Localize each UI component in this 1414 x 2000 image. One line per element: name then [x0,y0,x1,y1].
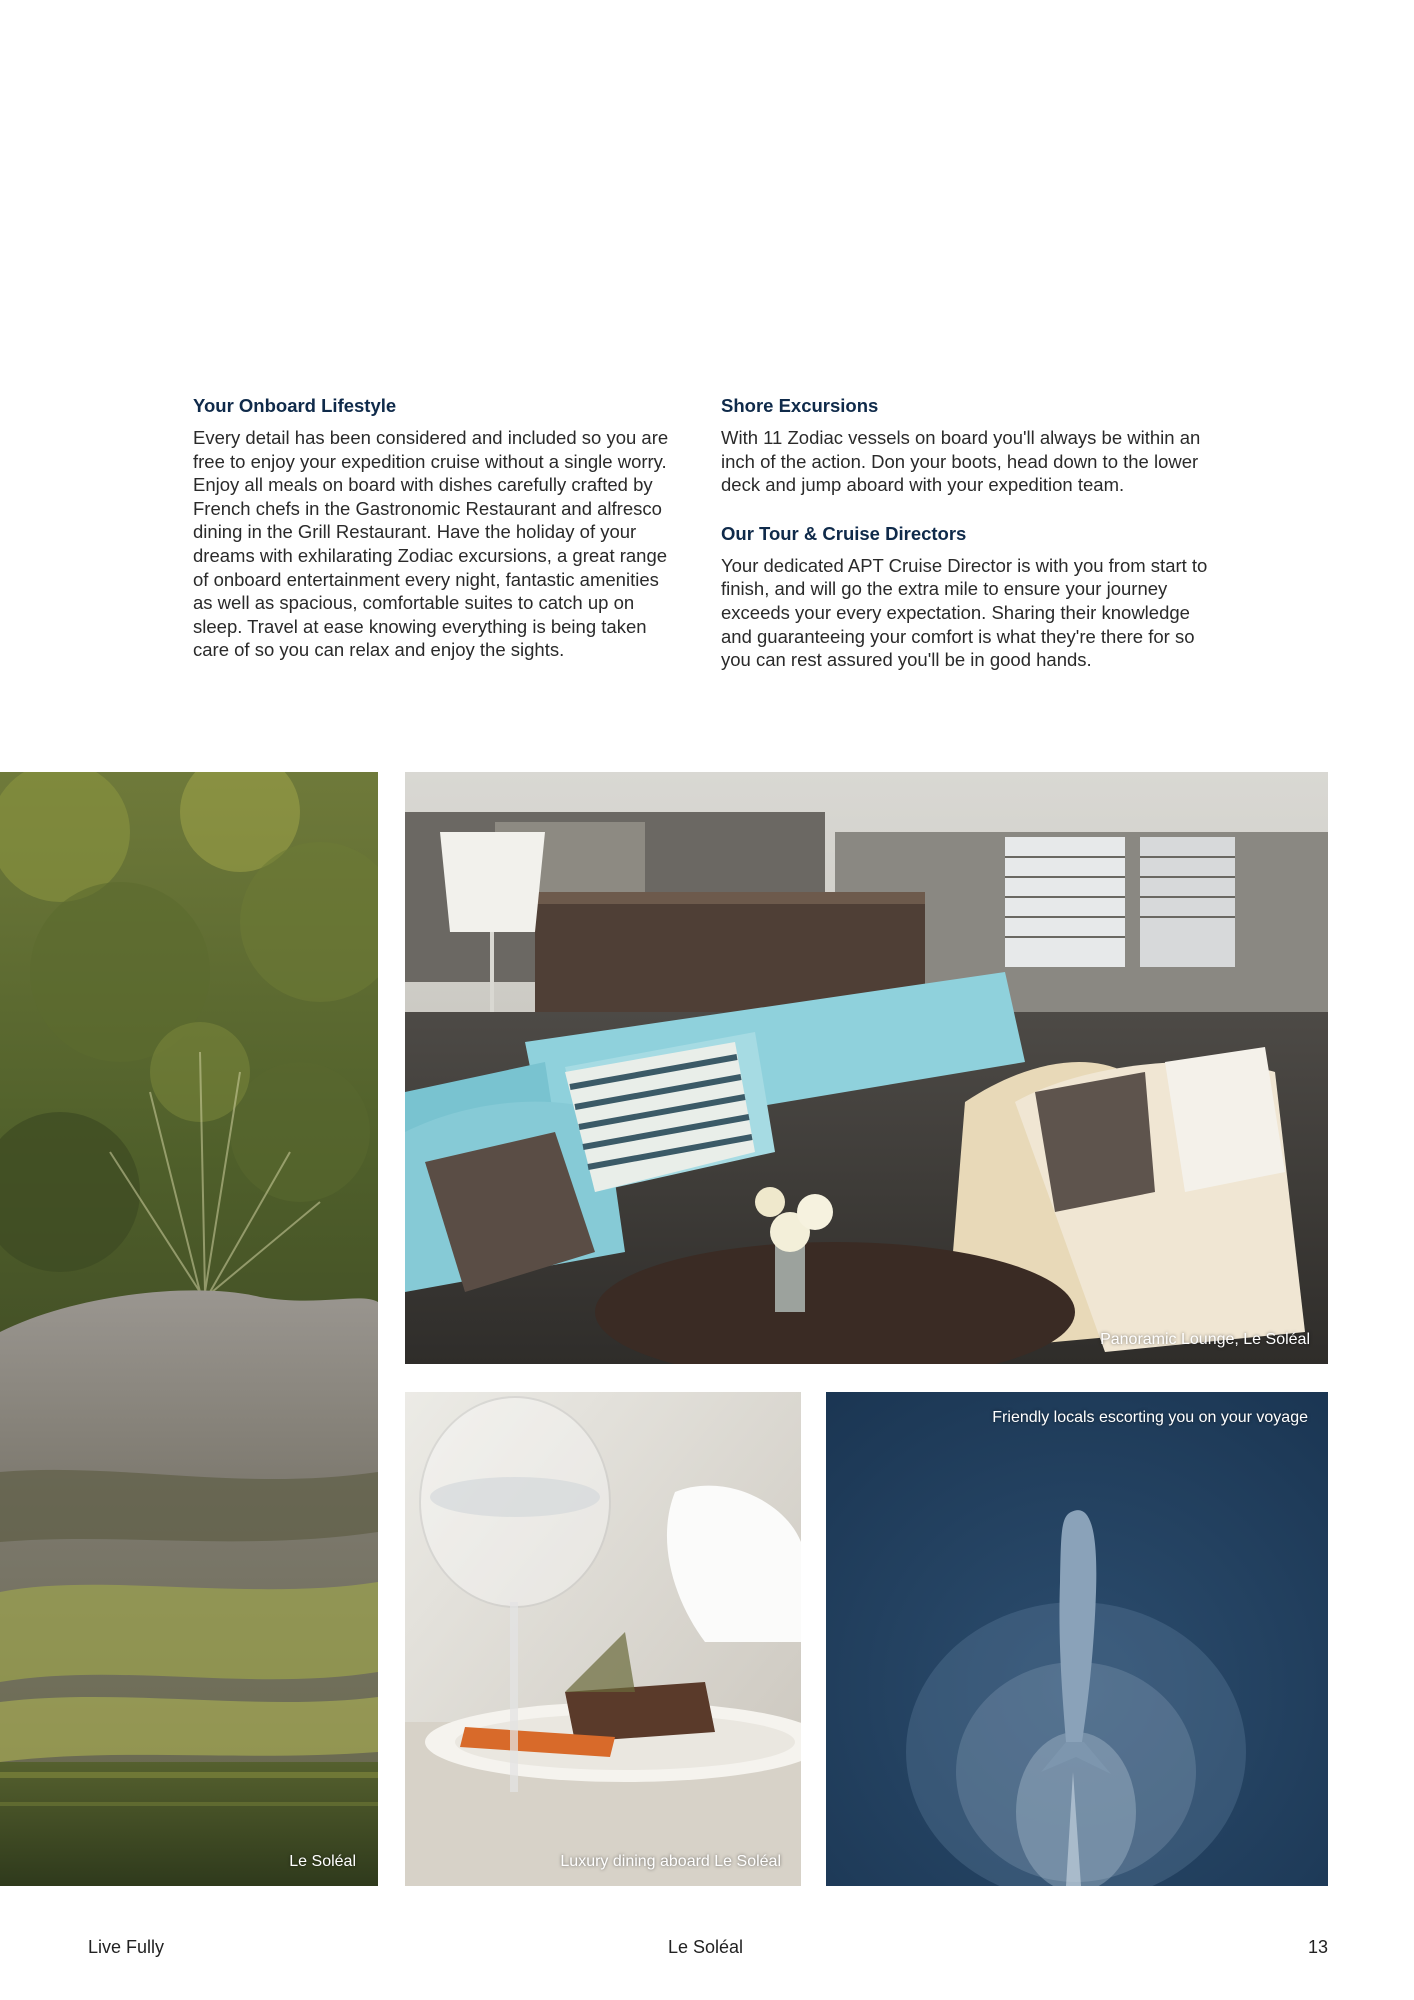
nature-photo [0,772,378,1886]
onboard-lifestyle-heading: Your Onboard Lifestyle [193,395,397,416]
lounge-illustration [405,772,1328,1364]
directors-body: Your dedicated APT Cruise Director is with you from start to finish, and will go the extra mile to ensure your journey exceeds your every expectation. Sharing their knowledge and guaranteeing your comfort is what they're there for so you can rest assured you'll be in good hands. [721,554,1208,671]
lounge-photo [405,772,1328,1364]
page-number: 13 [1307,1937,1328,1957]
dining-illustration [405,1392,801,1886]
shore-excursions-heading: Shore Excursions [721,395,879,416]
shore-excursions-section [721,395,1211,497]
dolphin-illustration [826,1392,1328,1886]
nature-photo-caption: Le Soléal [289,1853,356,1870]
dining-photo [405,1392,801,1886]
footer-ship-name: Le Soléal [668,1937,744,1957]
dolphin-photo-caption: Friendly locals escorting you on your voyage [992,1409,1308,1426]
shore-excursions-body: With 11 Zodiac vessels on board you'll always be within an inch of the action. Don your boots, head down to the lower deck and jump aboard with your expedition team. [721,427,1201,496]
onboard-lifestyle-body: Every detail has been considered and included so you are free to enjoy your expedition cruise without a single worry. Enjoy all meals on board with dishes carefully crafted by French chefs in the Gastronomic Restaurant and alfresco dining in the Grill Restaurant. Have the holiday of your dreams with exhilarating Zodiac excursions, a great range of onboard entertainment every night, fantastic amenities as well as spacious, comfortable suites to catch up on sleep. Travel at ease knowing everything is being taken care of so you can relax and enjoy the sights. [193,427,669,661]
directors-heading: Our Tour & Cruise Directors [721,522,967,544]
footer-tagline: Live Fully [88,1937,165,1957]
lounge-photo-caption: Panoramic Lounge, Le Soléal [1100,1331,1310,1348]
nature-illustration [0,772,378,1886]
directors-section [721,523,1211,672]
dolphin-photo [826,1392,1328,1886]
dining-photo-caption: Luxury dining aboard Le Soléal [560,1853,781,1870]
text-column-right [721,395,1211,672]
text-column-left [193,395,683,662]
